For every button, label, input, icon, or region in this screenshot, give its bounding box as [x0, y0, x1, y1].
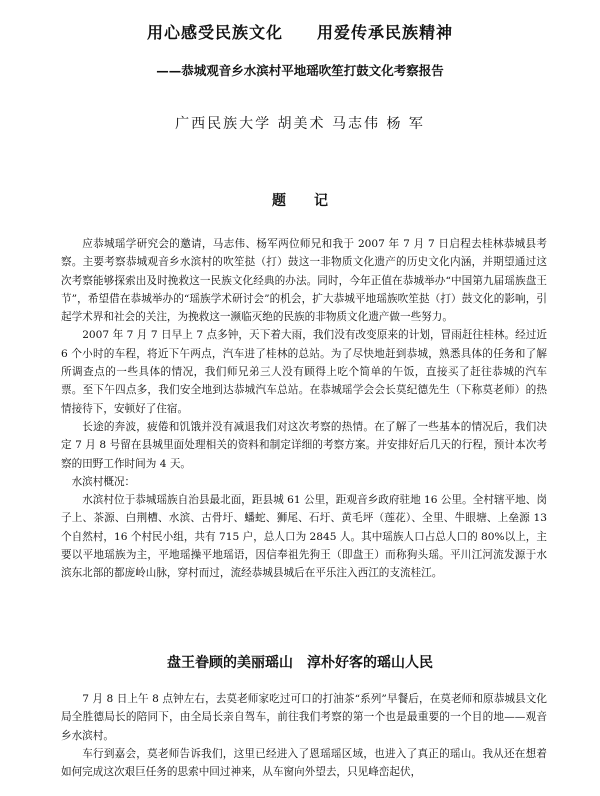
chapter-heading: 盘王眷顾的美丽瑶山 淳朴好客的瑶山人民: [167, 655, 433, 671]
paragraph: 2007 年 7 月 7 日早上 7 点多钟，天下着大雨，我们没有改变原来的计划，冒雨赶往桂林。经过近 6 个小时的车程，将近下午两点，汽车进了桂林的总站。为了尽快地赶到恭城，熟悉具体的任务和了解所调查点的一些具体的情况，我们师兄弟三人没有顾得上吃个简单的午饭，直接买了赶往恭城的汽车票。至下午四点多，我们安全地到达恭城汽车总站。在恭城瑶学会会长莫纪德先生（下称莫老师）的热情接待下，安顿好了住宿。: [61, 329, 547, 415]
paragraph: 车行到嘉会，莫老师告诉我们，这里已经进入了恩瑶瑶区域，也进入了真正的瑶山。我从还在想着如何完成这次艰巨任务的思索中回过神来，从车窗向外望去，只见峰峦起伏，: [61, 747, 547, 779]
chapter-body: [61, 690, 547, 781]
document-subtitle: ——恭城观音乡水滨村平地瑶吹笙打鼓文化考察报告: [156, 63, 444, 78]
paragraph: 水滨村位于恭城瑶族自治县最北面，距县城 61 公里，距观音乡政府驻地 16 公里。全村辖平地、岗子上、茶源、白荆槽、水滨、古骨圩、蟠蛇、狮尾、石圩、黄毛坪（莲花）、全里、牛眼塘、上垒源 13 个自然村，16 个村民小组，共有 715 户，总人口为 2845 人。其中瑶族人口占总人口的 80%以上，主要以平地瑶族为主，平地瑶操平地瑶语，因信奉祖先狗王（即盘王）而称狗头瑶。平川江河流发源于水滨东北部的都庞岭山脉，穿村而过，流经恭城县城后在平乐注入西江的支流桂江。: [61, 494, 547, 580]
author-line: 广西民族大学 胡美术 马志伟 杨 军: [175, 116, 425, 132]
section-title: 题 记: [272, 193, 328, 209]
preface-body: [61, 235, 547, 583]
paragraph: 应恭城瑶学研究会的邀请，马志伟、杨军两位师兄和我于 2007 年 7 月 7 日启程去桂林恭城县考察。主要考察恭城观音乡水滨村的吹笙挞（打）鼓这一非物质文化遗产的历史文化内涵，并期望通过这次考察能够探索出及时挽救这一民族文化经典的办法。同时，今年正值在恭城举办“中国第九届瑶族盘王节”，希望借在恭城举办的“瑶族学术研讨会”的机会，扩大恭城平地瑶族吹笙挞（打）鼓文化的影响，引起学术界和社会的关注，为挽救这一濒临灭绝的民族的非物质文化遗产做一些努力。: [61, 238, 547, 324]
paragraph: 长途的奔波，疲倦和饥饿并没有减退我们对这次考察的热情。在了解了一些基本的情况后，我们决定 7 月 8 号留在县城里面处理相关的资料和制定详细的考察方案。并安排好后几天的行程，预计本次考察的田野工作时间为 4 天。: [61, 420, 547, 470]
paragraph: 7 月 8 日上午 8 点钟左右，去莫老师家吃过可口的打油茶“系列”早餐后，在莫老师和原恭城县文化局全胜德局长的陪同下，由全局长亲自驾车，前往我们考察的第一个也是最重要的一个目的地——观音乡水滨村。: [61, 693, 547, 742]
village-subhead: 水滨村概况：: [71, 475, 136, 488]
document-title: 用心感受民族文化 用爱传承民族精神: [146, 23, 453, 42]
